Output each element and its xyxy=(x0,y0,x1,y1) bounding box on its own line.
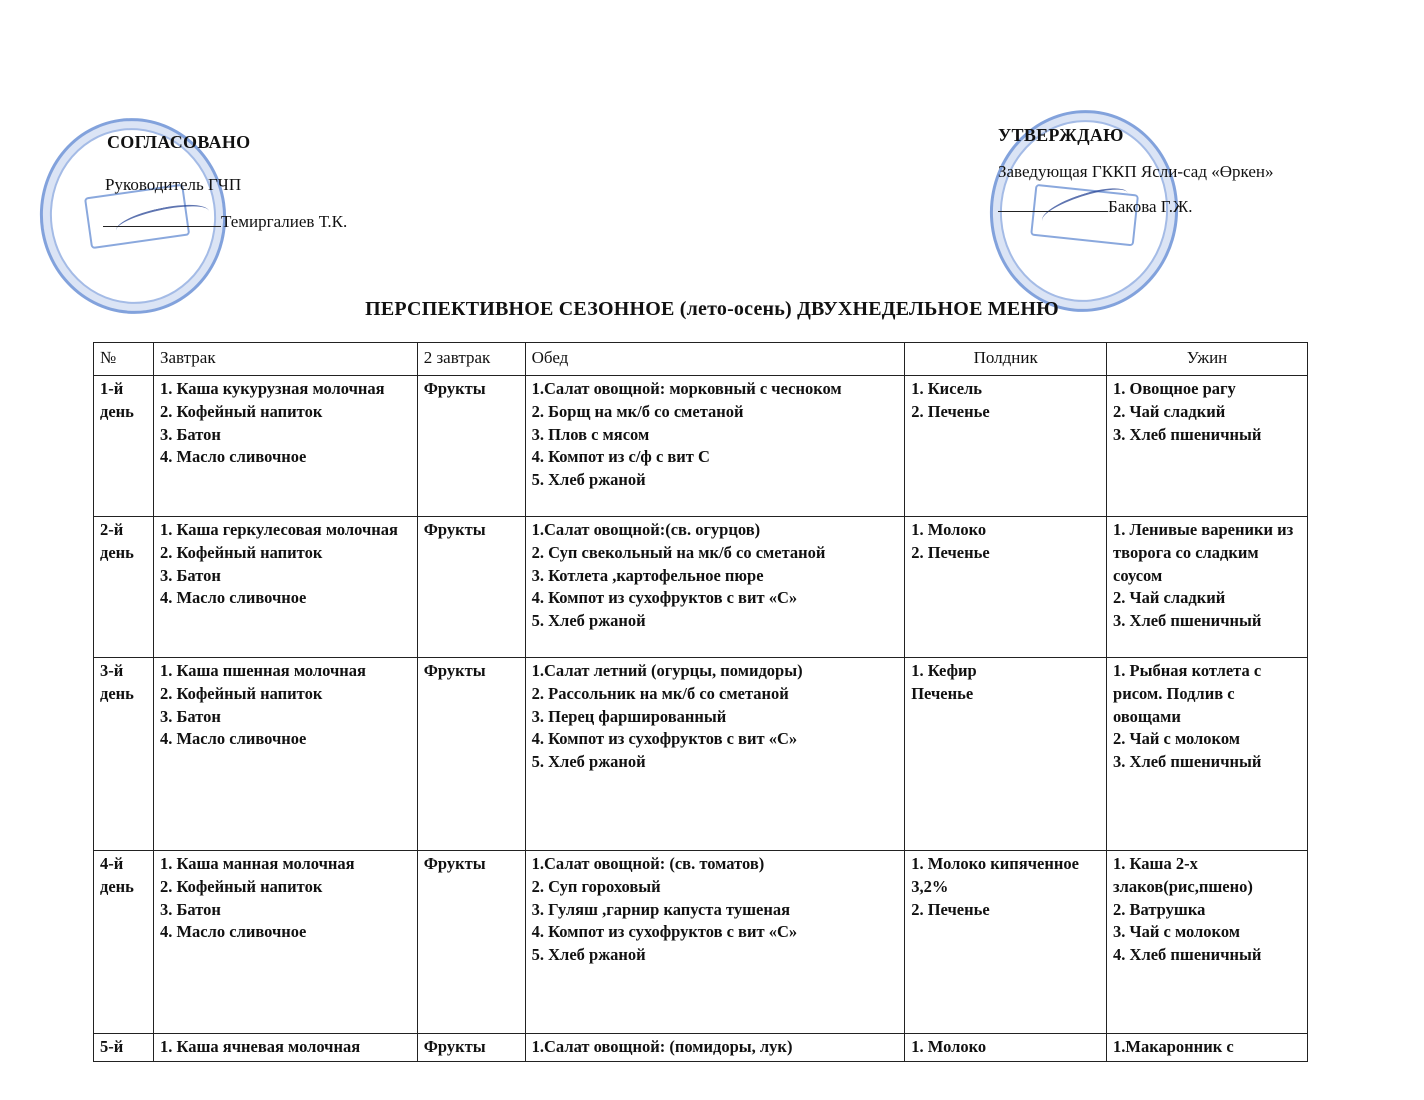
menu-item: 1. Молоко xyxy=(911,520,987,539)
menu-item: 2. Кофейный напиток xyxy=(159,401,323,421)
second-breakfast-cell: Фрукты xyxy=(417,851,525,1034)
menu-item: 4. Компот из сухофруктов с вит «С» xyxy=(531,922,798,942)
approval-left-sign-line xyxy=(103,211,443,234)
menu-item: 4. Компот из сухофруктов с вит «С» xyxy=(531,588,798,608)
menu-item: 2. Чай сладкий xyxy=(1113,401,1226,421)
table-header-row xyxy=(94,343,1308,376)
day-cell: 5-й xyxy=(94,1034,154,1062)
menu-table xyxy=(93,342,1308,1062)
day-cell: 1-й день xyxy=(94,376,154,517)
menu-item: 4. Масло сливочное xyxy=(159,447,307,467)
menu-item: 3. Котлета ,картофельное пюре xyxy=(531,565,764,585)
menu-item: 5. Хлеб ржаной xyxy=(531,611,646,631)
approval-left-heading: СОГЛАСОВАНО xyxy=(107,132,251,152)
approval-block-approved xyxy=(998,123,1398,219)
snack-cell xyxy=(905,517,1107,658)
second-breakfast-cell: Фрукты xyxy=(417,1034,525,1062)
menu-item: 3. Плов с мясом xyxy=(531,424,650,444)
lunch-cell xyxy=(525,851,905,1034)
menu-item: 5. Хлеб ржаной xyxy=(531,470,646,490)
approval-right-heading: УТВЕРЖДАЮ xyxy=(998,125,1124,145)
lunch-cell xyxy=(525,1034,905,1062)
menu-item: 3. Хлеб пшеничный xyxy=(1113,611,1262,631)
dinner-cell xyxy=(1107,658,1308,851)
title-part2: ДВУХНЕДЕЛЬНОЕ МЕНЮ xyxy=(797,298,1059,320)
menu-item: 1. Каша кукурузная молочная xyxy=(159,379,385,398)
menu-item: 1. Кисель xyxy=(911,379,983,398)
day-cell: 3-й день xyxy=(94,658,154,851)
menu-item: 3. Хлеб пшеничный xyxy=(1113,424,1262,444)
dinner-cell xyxy=(1107,517,1308,658)
menu-item: 4. Хлеб пшеничный xyxy=(1113,945,1262,965)
menu-item: 2. Рассольник на мк/б со сметаной xyxy=(531,683,789,703)
snack-cell xyxy=(905,851,1107,1034)
menu-item: 1.Салат овощной: (помидоры, лук) xyxy=(531,1037,793,1056)
snack-cell xyxy=(905,658,1107,851)
menu-item: 4. Масло сливочное xyxy=(159,922,307,942)
header-number: № xyxy=(94,343,154,376)
menu-item: 4. Компот из сухофруктов с вит «С» xyxy=(531,729,798,749)
menu-item: 2. Печенье xyxy=(911,542,990,562)
menu-item: 1. Ленивые вареники из творога со сладким соусом xyxy=(1113,520,1294,585)
breakfast-cell xyxy=(153,1034,417,1062)
menu-item: 3. Чай с молоком xyxy=(1113,922,1241,942)
menu-item: 3. Батон xyxy=(159,424,221,444)
menu-item: 3. Батон xyxy=(159,565,221,585)
approval-right-role: Заведующая ГККП Ясли-сад «Өркен» xyxy=(998,162,1274,182)
menu-item: 1. Овощное рагу xyxy=(1113,379,1236,398)
menu-item: 3. Батон xyxy=(159,706,221,726)
signature-underline xyxy=(103,214,221,227)
menu-item: 1.Салат овощной: (св. томатов) xyxy=(531,854,765,873)
approval-left-role: Руководитель ГЧП xyxy=(105,175,242,195)
day-cell: 2-й день xyxy=(94,517,154,658)
menu-item: 2. Борщ на мк/б со сметаной xyxy=(531,401,744,421)
menu-item: 3. Перец фаршированный xyxy=(531,706,727,726)
dinner-cell xyxy=(1107,376,1308,517)
lunch-cell xyxy=(525,517,905,658)
menu-item: Печенье xyxy=(911,683,974,703)
menu-item: 5. Хлеб ржаной xyxy=(531,752,646,772)
menu-item: 1. Каша ячневая молочная xyxy=(159,1037,361,1056)
menu-item: 5. Хлеб ржаной xyxy=(531,945,646,965)
menu-item: 1. Молоко xyxy=(911,1037,987,1056)
snack-cell xyxy=(905,376,1107,517)
menu-item: 2. Суп свекольный на мк/б со сметаной xyxy=(531,542,826,562)
dinner-cell xyxy=(1107,851,1308,1034)
header-snack: Полдник xyxy=(905,343,1107,376)
menu-item: 2. Печенье xyxy=(911,899,990,919)
snack-cell xyxy=(905,1034,1107,1062)
breakfast-cell xyxy=(153,517,417,658)
menu-item: 2. Чай сладкий xyxy=(1113,588,1226,608)
menu-item: 1. Кефир xyxy=(911,661,977,680)
approval-block-agreed xyxy=(103,130,443,234)
menu-item: 1.Салат овощной: морковный с чесноком xyxy=(531,379,842,398)
menu-item: 2. Печенье xyxy=(911,401,990,421)
signature-underline xyxy=(998,199,1108,212)
menu-item: 4. Масло сливочное xyxy=(159,729,307,749)
menu-item: 1.Салат овощной:(св. огурцов) xyxy=(531,520,761,539)
menu-item: 2. Кофейный напиток xyxy=(159,876,323,896)
second-breakfast-cell: Фрукты xyxy=(417,376,525,517)
lunch-cell xyxy=(525,376,905,517)
menu-item: 1.Салат летний (огурцы, помидоры) xyxy=(531,661,803,680)
table-row xyxy=(94,851,1308,1034)
menu-item: 3. Хлеб пшеничный xyxy=(1113,752,1262,772)
day-cell: 4-й день xyxy=(94,851,154,1034)
menu-item: 2. Чай с молоком xyxy=(1113,729,1241,749)
menu-item: 4. Масло сливочное xyxy=(159,588,307,608)
header-second-breakfast: 2 завтрак xyxy=(417,343,525,376)
breakfast-cell xyxy=(153,851,417,1034)
header-lunch: Обед xyxy=(525,343,905,376)
menu-item: 2. Кофейный напиток xyxy=(159,542,323,562)
header-dinner: Ужин xyxy=(1107,343,1308,376)
document-title xyxy=(0,298,1424,321)
menu-item: 1. Молоко кипяченное 3,2% xyxy=(911,854,1079,896)
approval-right-sign-line xyxy=(998,196,1398,219)
lunch-cell xyxy=(525,658,905,851)
menu-item: 3. Батон xyxy=(159,899,221,919)
menu-item: 2. Кофейный напиток xyxy=(159,683,323,703)
menu-item: 1. Каша геркулесовая молочная xyxy=(159,520,398,539)
approval-left-signer: Темиргалиев Т.К. xyxy=(221,212,348,232)
table-row xyxy=(94,658,1308,851)
header-breakfast: Завтрак xyxy=(153,343,417,376)
table-row xyxy=(94,376,1308,517)
second-breakfast-cell: Фрукты xyxy=(417,517,525,658)
dinner-cell xyxy=(1107,1034,1308,1062)
menu-item: 1.Макаронник с xyxy=(1113,1037,1234,1056)
table-row xyxy=(94,517,1308,658)
approval-right-signer: Бакова Г.Ж. xyxy=(1108,197,1193,217)
menu-item: 1. Каша 2-х злаков(рис,пшено) xyxy=(1113,854,1253,896)
breakfast-cell xyxy=(153,658,417,851)
menu-item: 3. Гуляш ,гарнир капуста тушеная xyxy=(531,899,791,919)
title-season: (лето-осень) xyxy=(679,298,792,320)
menu-item: 1. Каша манная молочная xyxy=(159,854,355,873)
menu-item: 1. Рыбная котлета с рисом. Подлив с овощами xyxy=(1113,661,1262,726)
menu-item: 2. Ватрушка xyxy=(1113,899,1206,919)
table-row xyxy=(94,1034,1308,1062)
second-breakfast-cell: Фрукты xyxy=(417,658,525,851)
menu-item: 2. Суп гороховый xyxy=(531,876,661,896)
breakfast-cell xyxy=(153,376,417,517)
menu-item: 4. Компот из с/ф с вит С xyxy=(531,447,710,467)
menu-item: 1. Каша пшенная молочная xyxy=(159,661,366,680)
title-part1: ПЕРСПЕКТИВНОЕ СЕЗОННОЕ xyxy=(365,298,675,320)
